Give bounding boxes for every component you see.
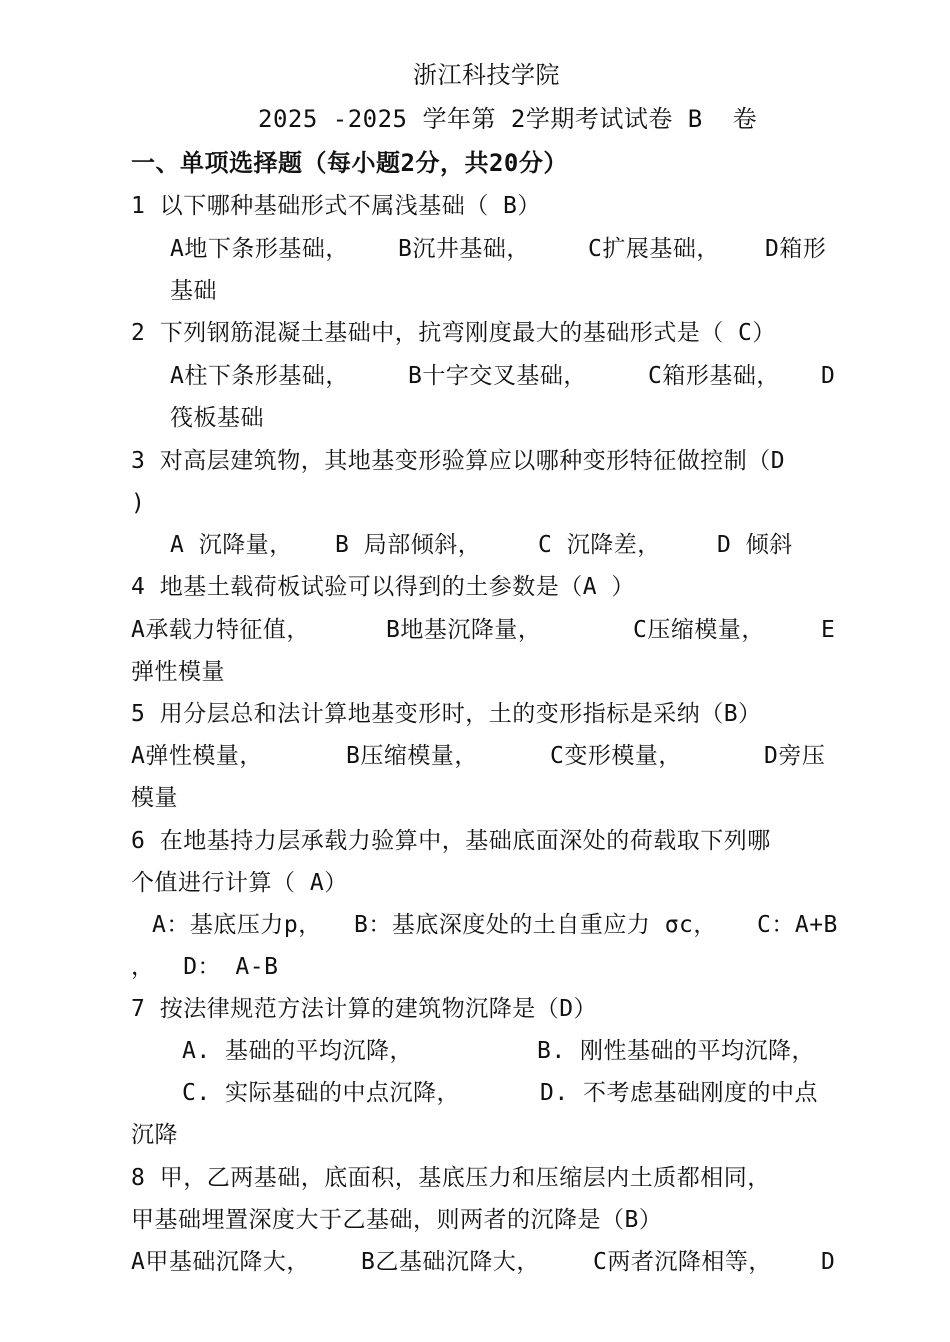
question-4-option-a: A承载力特征值， [131,617,310,643]
question-3-stem: 3 对高层建筑物，其地基变形验算应以哪种变形特征做控制（D [131,448,786,474]
question-5-option-d-cont: 模量 [131,785,178,811]
question-3-option-b: B 局部倾斜， [335,532,482,558]
question-4-option-b: B地基沉降量， [386,617,542,643]
question-5-option-b: B压缩模量， [346,743,478,769]
question-4-stem: 4 地基土载荷板试验可以得到的土参数是（A ） [131,574,635,600]
question-6-option-d: ， D： A-B [131,954,279,980]
question-2-option-b: B十字交叉基础， [408,363,587,389]
question-3-option-a: A 沉降量， [170,532,293,558]
school-name: 浙江科技学院 [413,61,560,89]
question-7-stem: 7 按法律规范方法计算的建筑物沉降是（D） [131,996,598,1022]
question-7-option-d-cont: 沉降 [131,1122,178,1148]
question-1-option-a: A地下条形基础， [170,236,349,262]
question-8-option-c: C两者沉降相等， [593,1249,772,1275]
question-2-option-d: D [821,363,836,389]
question-1-option-d-cont: 基础 [170,278,217,304]
question-5-stem: 5 用分层总和法计算地基变形时，土的变形指标是采纳（B） [131,701,762,727]
question-2-option-a: A柱下条形基础， [170,363,349,389]
question-2-option-d-cont: 筏板基础 [170,405,264,431]
question-7-option-d: D. 不考虑基础刚度的中点 [540,1080,819,1106]
question-4-option-c: C压缩模量， [633,617,765,643]
question-7-option-b: B. 刚性基础的平均沉降， [537,1038,816,1064]
question-1-option-d: D箱形 [765,236,827,262]
question-8-option-b: B乙基础沉降大， [361,1249,540,1275]
question-8-option-d: D [821,1249,836,1275]
section-heading: 一、单项选择题（每小题2分，共20分） [131,149,568,177]
question-6-option-c: C：A+B [757,912,838,938]
question-1-option-c: C扩展基础， [588,236,720,262]
question-1-option-b: B沉井基础， [398,236,530,262]
question-6-stem-cont: 个值进行计算（ A） [131,870,348,896]
question-5-option-c: C变形模量， [550,743,682,769]
question-4-option-e: E [821,617,836,643]
exam-title: 2025 -2025 学年第 2学期考试试卷 B 卷 [258,105,758,133]
question-2-option-c: C箱形基础， [648,363,780,389]
question-3-option-d: D 倾斜 [717,532,793,558]
question-3-stem-cont: ) [131,490,146,516]
question-8-stem: 8 甲，乙两基础，底面积，基底压力和压缩层内土质都相同， [131,1165,771,1191]
question-3-option-c: C 沉降差， [538,532,661,558]
question-6-stem: 6 在地基持力层承载力验算中，基础底面深处的荷载取下列哪 [131,828,771,854]
question-7-option-c: C. 实际基础的中点沉降， [182,1080,461,1106]
question-5-option-a: A弹性模量， [131,743,263,769]
question-5-option-d: D旁压 [764,743,826,769]
question-1-stem: 1 以下哪种基础形式不属浅基础（ B） [131,193,541,219]
question-2-stem: 2 下列钢筋混凝土基础中，抗弯刚度最大的基础形式是（ C） [131,320,776,346]
question-4-option-e-cont: 弹性模量 [131,659,225,685]
question-8-stem-cont: 甲基础埋置深度大于乙基础，则两者的沉降是（B） [131,1207,663,1233]
question-8-option-a: A甲基础沉降大， [131,1249,310,1275]
question-6-option-b: B：基底深度处的土自重应力 σc， [354,912,717,938]
question-6-option-a: A：基底压力p， [152,912,322,938]
question-7-option-a: A. 基础的平均沉降， [182,1038,414,1064]
